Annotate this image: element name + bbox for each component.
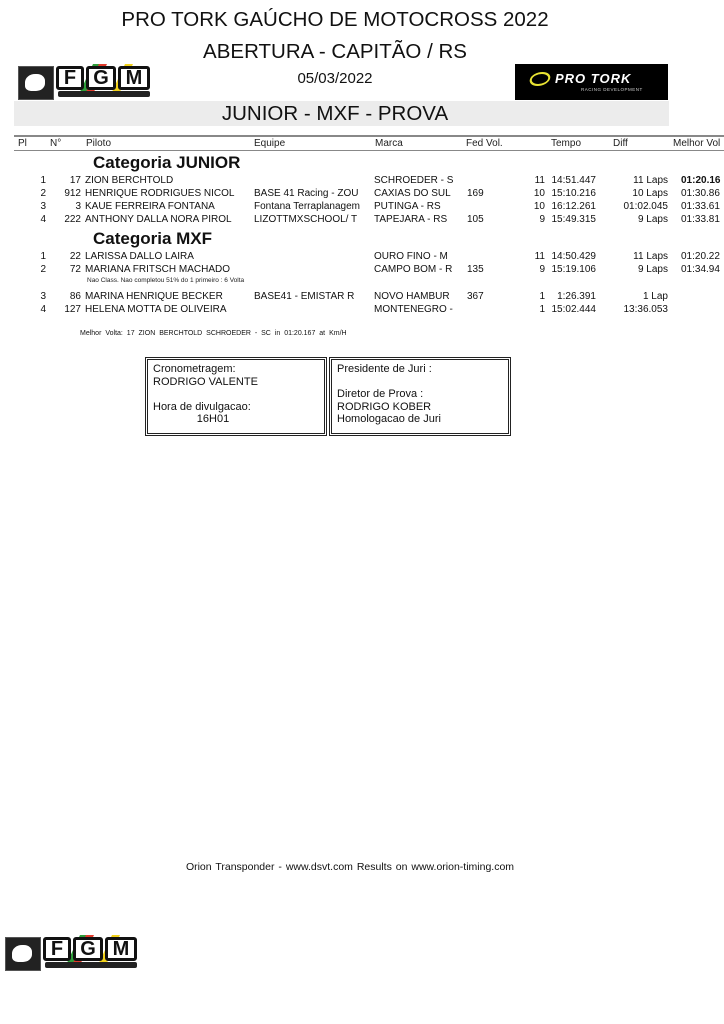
col-header-diff: Diff xyxy=(613,138,628,149)
fgm-logo-footer-icon: F G M xyxy=(5,935,139,971)
jury-officials-box xyxy=(329,357,511,436)
category-title-mxf: Categoria MXF xyxy=(93,229,213,248)
cronometragem-label: Cronometragem: xyxy=(153,363,236,375)
presidente-juri-label: Presidente de Juri : xyxy=(337,363,432,375)
col-header-fed-vol: Fed Vol. xyxy=(466,138,503,149)
col-header-piloto: Piloto xyxy=(86,138,112,149)
rs-map-icon xyxy=(18,66,54,100)
col-header-melhor-volta: Melhor Vol xyxy=(673,138,721,149)
protork-logo-icon: PRO TORK RACING DEVELOPMENT xyxy=(515,64,668,100)
table-row: 4 222 ANTHONY DALLA NORA PIROL LIZOTTMXSCHOOL/ T TAPEJARA - RS 105 9 15:49.315 9 Laps 01:33.81 xyxy=(40,214,720,225)
table-row: 3 86 MARINA HENRIQUE BECKER BASE41 - EMISTAR R NOVO HAMBUR 367 1 1:26.391 1 Lap xyxy=(40,291,668,302)
hora-divulgacao-value: 16H01 xyxy=(196,413,230,425)
footer-credits: Orion Transponder - www.dsvt.com Results on www.orion-timing.com xyxy=(185,861,515,873)
diretor-prova-label: Diretor de Prova : xyxy=(337,388,424,400)
hora-divulgacao-label: Hora de divulgacao: xyxy=(153,400,251,413)
col-header-pl: Pl xyxy=(18,138,27,149)
col-header-marca: Marca xyxy=(375,138,403,149)
best-lap-summary: Melhor Volta: 17 ZION BERCHTOLD SCHROEDER - SC in 01:20.167 at Km/H xyxy=(80,330,347,337)
timing-officials-box xyxy=(145,357,327,436)
col-header-equipe: Equipe xyxy=(254,138,286,149)
table-row: 4 127 HELENA MOTTA DE OLIVEIRA MONTENEGRO - 1 15:02.444 13:36.053 xyxy=(40,304,668,315)
fgm-logo-icon: F G M xyxy=(18,64,152,100)
rs-map-icon xyxy=(5,937,41,971)
table-row: 2 72 MARIANA FRITSCH MACHADO CAMPO BOM - R 135 9 15:19.106 9 Laps 01:34.94 xyxy=(40,264,720,275)
table-row: 1 22 LARISSA DALLÓ LAIRA OURO FINO - M 11 14:50.429 11 Laps 01:20.22 xyxy=(40,251,720,262)
col-header-num: N° xyxy=(50,138,62,149)
homologacao-juri-label: Homologacao de Juri xyxy=(337,413,441,425)
diretor-prova-name: RODRIGO KOBER xyxy=(337,400,432,413)
not-classified-note: Nao Class. Nao completou 51% do 1 primeiro : 6 Volta xyxy=(87,277,245,284)
col-header-tempo: Tempo xyxy=(551,138,582,149)
event-subtitle: ABERTURA - CAPITÃO / RS xyxy=(203,40,467,63)
header-divider-bottom xyxy=(14,150,724,151)
table-row: 2 912 HENRIQUE RODRIGUES NICOL BASE 41 Racing - ZOU CAXIAS DO SUL 169 10 15:10.216 10 Laps 01:30.86 xyxy=(40,188,720,199)
category-title-junior: Categoria JUNIOR xyxy=(93,153,241,172)
event-title: PRO TORK GAÚCHO DE MOTOCROSS 2022 xyxy=(121,8,549,31)
table-row: 1 17 ZION BERCHTOLD SCHROEDER - S 11 14:51.447 11 Laps 01:20.16 xyxy=(40,175,721,186)
protork-mark-icon xyxy=(527,72,552,86)
cronometragem-name: RODRIGO VALENTE xyxy=(153,375,258,388)
event-date: 05/03/2022 xyxy=(297,70,373,87)
table-row: 3 3 KAUE FERREIRA FONTANA Fontana Terraplanagem PUTINGA - RS 10 16:12.261 01:02.045 01:33.61 xyxy=(40,201,720,212)
session-title: JUNIOR - MXF - PROVA xyxy=(221,102,449,125)
